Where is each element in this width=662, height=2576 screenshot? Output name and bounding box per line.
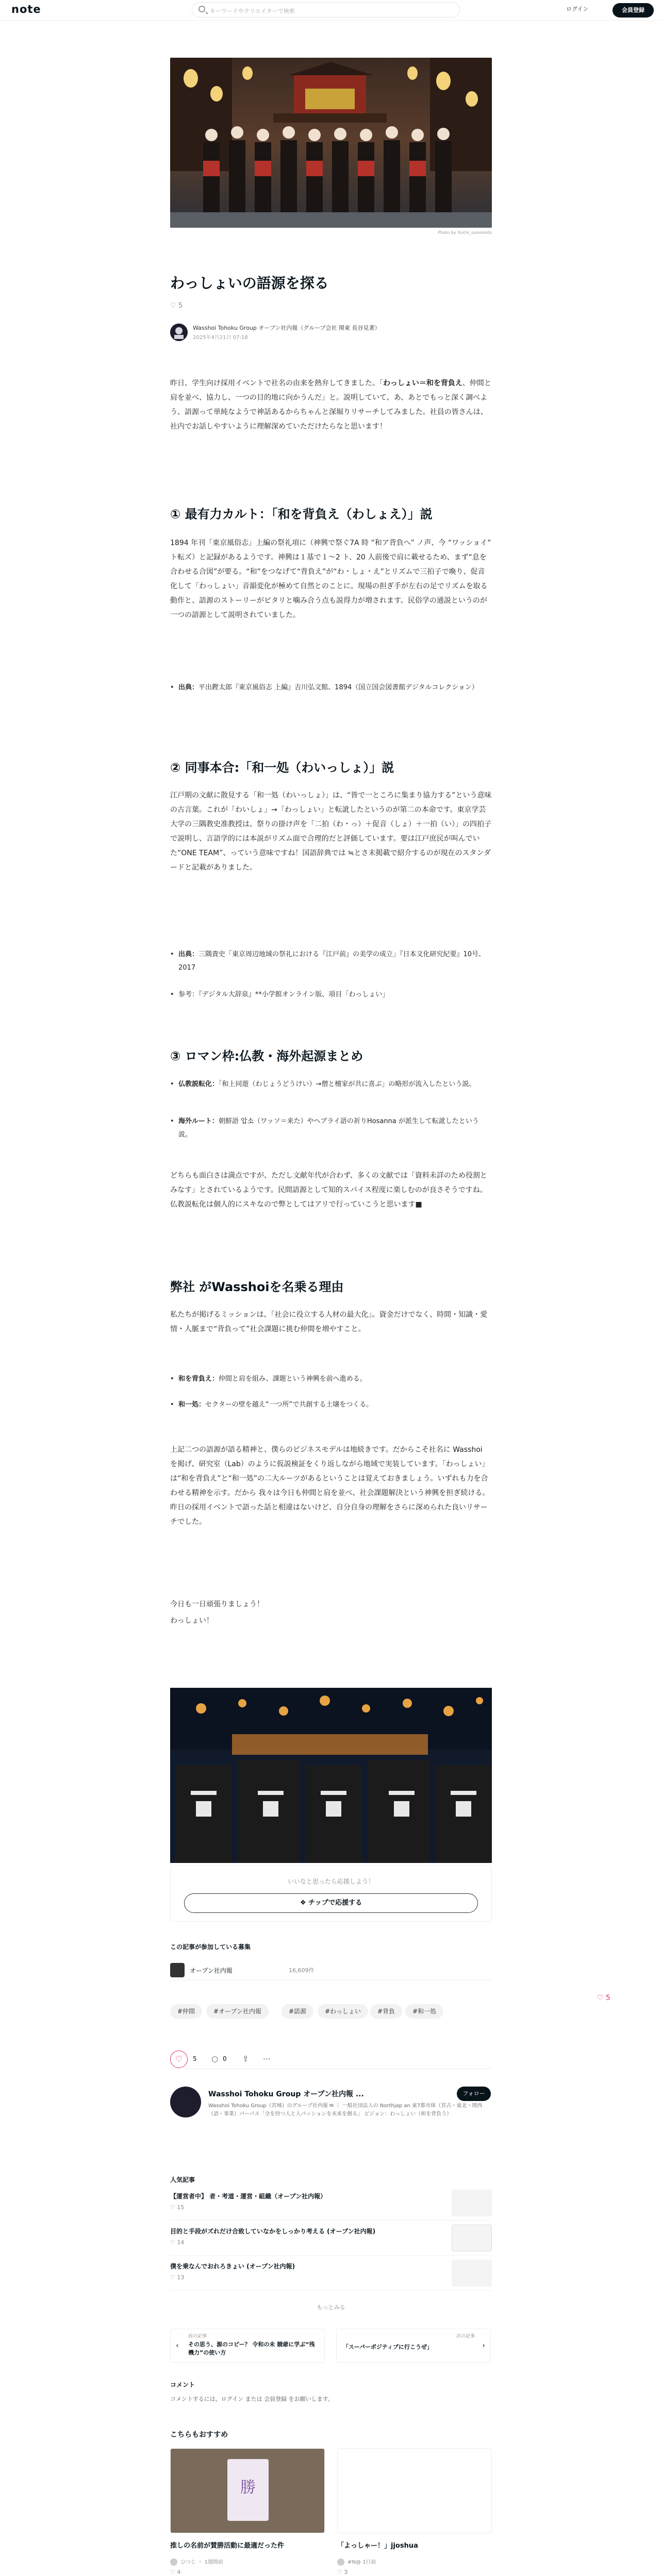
card-image: [337, 2448, 492, 2533]
heart-icon: ♡: [170, 302, 176, 310]
magazine-item[interactable]: [170, 1960, 492, 1980]
login-link[interactable]: ログイン: [566, 6, 589, 12]
list-item-title: 目的と手段がズれだけ合致していなかをしっかり考える (オープン社内報): [170, 2228, 376, 2235]
card-user: #N@ 1日前: [337, 2557, 376, 2566]
magazine-name[interactable]: オープン社内報: [190, 1967, 233, 1974]
site-header: [0, 0, 662, 21]
section-3-body: どちらも面白さは満点ですが、ただし文献年代が合わず、多くの文献では「資料未詳のため役割とみなす」とされているようです。民間語源として知的スパイス程度に楽しむのが良さそうですね。仏教説転化は個人的にスキなので弊としてはアリで行っていこうと思います■: [170, 1172, 487, 1209]
section-1-body: 1894 年刊「東京風俗志」上編の祭礼項に（神興で祭ぐ7A 時 “和ア背負へ” ノ声、今 “ワッショイ” ト転ズ）と記録があるようです。神興は１基で１〜2 ト、20 人前後で肩に載せるため、まず“息を合わせる合図”が要る。“和”をつなげて“背負え”が“わ・しょ・え”とリズムで三拍子で喚り、促音化して「わっしょい」音韻変化が極めて自然とのことに。現場の担ぎ手が左右の足でリズムを取る動作と、語源のストーリーがピタリと噛み合う点も説得力が増されます。民俗学の通説というのが一つの語源として説明されていました。: [170, 539, 491, 619]
article-title: わっしょいの語源を探る: [170, 275, 329, 292]
list-item-likes: ♡ 14: [170, 2239, 185, 2246]
side-like-count: 5: [606, 1994, 610, 2002]
tag-item[interactable]: #語源: [282, 2004, 313, 2019]
more-link[interactable]: もっとみる: [317, 2304, 345, 2311]
section-1-title: ① 最有力カルト：「和を背負え（わしょえ）」説: [170, 507, 433, 521]
magazine-count: 16,609件: [289, 1967, 315, 1974]
creator-name[interactable]: Wasshoi Tohoku Group オープン社内報 ...: [208, 2090, 364, 2098]
section-3-title: ③ ロマン枠:仏教・海外起源まとめ: [170, 1049, 363, 1063]
comment-title: コメント: [170, 2381, 195, 2388]
creator-description: Wasshoi Tohoku Group（宮城）のグループ社内報 ✉ ｜ 一般社団法人の Northjap an 東7都市体（宮古・東北・関西 （語・事業）パーパス「全を持つ人と人パッションを未来を創る」 ビジョン：わっしょい（和を背負う）: [208, 2103, 483, 2117]
list-item[interactable]: [170, 2260, 492, 2291]
comment-count: 0: [223, 2055, 227, 2062]
section-3-bullet-2: • 海外ルート：朝鮮語 압소（ワッソ＝来た）やヘブライ語の祈りHosanna が派生して転訛したという説。: [178, 1115, 488, 1142]
like-button[interactable]: ♡: [170, 2050, 188, 2068]
avatar[interactable]: [170, 324, 188, 341]
prev-title: その思う、源のコピー？ 令和の未 競爺に学ぶ“残機力”の使い方: [188, 2341, 315, 2356]
tag-item[interactable]: #オープン社内報: [206, 2004, 269, 2019]
list-item-thumb: [452, 2260, 492, 2286]
list-item-likes: ♡ 15: [170, 2204, 185, 2211]
heart-icon: ♡: [597, 1994, 604, 2002]
tip-button[interactable]: [184, 1893, 478, 1913]
tip-button-label: チップで応援する: [308, 1899, 362, 1907]
section-2-source: • 出典：三隅貴史「東京周辺地域の祭礼における『江戸前』の美学の成立」『日本文化研究紀要』10号、2017: [178, 948, 488, 975]
chevron-right-icon: ›: [482, 2342, 485, 2350]
next-title: 「スーパーポジティブに行こうぜ」: [343, 2344, 433, 2350]
list-item-title: 僕を乗なんでおれろきょい (オープン社内報): [170, 2263, 295, 2270]
search-icon: [198, 6, 205, 12]
closing-line-2: わっしょい！: [170, 1617, 213, 1625]
svg-text:勝: 勝: [240, 2479, 256, 2497]
card-image: [170, 2448, 325, 2533]
like-count[interactable]: [170, 302, 183, 310]
section-4-body: 私たちが掲げるミッションは、「社会に役立する人材の最大化」。資金だけでなく、時間・知識・愛情・人脈まで“背負って”社会課題に挑む仲間を増やすこと。: [170, 1311, 488, 1333]
share-icon[interactable]: ⇪: [242, 2054, 249, 2063]
chevron-left-icon: ‹: [176, 2342, 179, 2350]
photo-credit[interactable]: Photo by Yuichi_sumimoto: [438, 230, 492, 235]
follow-button[interactable]: フォロー: [457, 2087, 491, 2101]
card-likes: ♡ 3: [337, 2569, 348, 2575]
section-1-source: • 出典：平出鏗太郎『東京風俗志 上編』吉川弘文館、1894（国立国会図書館デジタルコレクション）: [178, 681, 488, 694]
popular-title: 人気記事: [170, 2176, 195, 2183]
next-article[interactable]: [336, 2329, 491, 2363]
list-item-thumb: [452, 2225, 492, 2251]
magazine-label: この記事が参加している募集: [170, 1943, 251, 1951]
card-likes: ♡ 4: [170, 2569, 181, 2575]
closing-line-1: 今日も一日頑張りましょう！: [170, 1600, 264, 1608]
section-4-bullet-1: • 和を背負え：仲間と肩を組み、課題という神興を前へ進める。: [178, 1372, 488, 1386]
next-label: 次の記事: [456, 2334, 475, 2339]
section-3-bullet-1: • 仏教説転化：「和上同遊（わじょうどうけい）→僧と檀家が共に喜ぶ」の略形が流入したという説。: [178, 1078, 488, 1091]
section-4-title: 弊社 がWasshoiを名乗る理由: [170, 1280, 344, 1294]
card-title: 「よっしゃー！」jjoshua: [337, 2542, 418, 2550]
section-4-body-2: 上記二つの語源が語る精神と、僕らのビジネスモデルは地続きです。だからこそ社名に Wasshoi を掲げ、研究室（Lab）のように仮説検証をくり返しながら地域で実装しています。「わっしょい」は“和を背負え”と“和一処”の二大ルーツがあるということは覚えておきましょう。いずれも力を合わせる精神を示す。だから 我々は今日も仲間と肩を並べ、社会課題解決という神興を担ぎ続ける。昨日の採用イベントで語った話と相違はないけど、自分自身の理解をさらに深められた良いリサーチでした。: [170, 1446, 490, 1526]
card-title: 推しの名前が賛勝活動に最適だった件: [170, 2542, 285, 2550]
intro-paragraph: 昨日、学生向け採用イベントで社名の由来を熱弁してきました。「わっしょい＝和を背負え、仲間と肩を並べ、協力し、一つの目的地に向かうんだ」と。説明していて、あ、あとでもっと深く調べよう、語源って単純なようで神話あるからちゃんと深堀りリサーチしてみました。社員の皆さんは、社内でお話しやすいように理解深めていただけたらなと思います！: [170, 379, 491, 431]
section-2-title: ② 同事本合:「和一処（わいっしょ）」説: [170, 760, 394, 775]
list-item-title: 【運営者中】 者・考道・運営・組織（オープン社内報）: [170, 2193, 327, 2200]
signup-button[interactable]: 会員登録: [613, 3, 654, 18]
prev-label: 前の記事: [188, 2334, 207, 2339]
like-count-value: 5: [178, 302, 183, 310]
search-placeholder: キーワードやクリエイターで検索: [210, 8, 295, 14]
section-2-body: 江戸期の文献に散見する「和一処（わいっしょ）」は、“皆で一ところに集まり協力する”という意味の古言葉。これが「わいしょ」→「わっしょい」と転訛したというのが第二の本命です。東京学芸大学の三隅教史准教授は、祭りの掛け声を「二拍（わ・っ）＋促音（しょ）＋一拍（い）」の四拍子で説明し、言語学的には本説がリズム面で合理的だと評価しています。要は江戸庶民が叫んでいた“ONE TEAM”、っていう意味ですね！国語辞典では ≒とさ未掲載で紹介するのが現在のスタンダードと記載がありました。: [170, 791, 492, 872]
gift-icon: ❖: [300, 1899, 309, 1907]
note-logo[interactable]: note: [11, 3, 41, 15]
tag-item[interactable]: #和一処: [405, 2004, 443, 2019]
hero-image: [170, 58, 492, 228]
tag-item[interactable]: #仲間: [170, 2004, 202, 2019]
recommend-title: こちらもおすすめ: [170, 2431, 228, 2439]
festival-photo: [170, 1688, 492, 1863]
reaction-bar: [170, 2050, 492, 2069]
creator-card: [170, 2087, 492, 2143]
list-item[interactable]: [170, 2190, 492, 2221]
author-name[interactable]: Wasshoi Tohoku Group オープン社内報（グループ会社 関東 長谷見著）: [193, 325, 380, 331]
more-icon[interactable]: ⋯: [263, 2054, 271, 2063]
card-user: ひつじ ・ 1週間前: [170, 2557, 223, 2566]
tag-list: [170, 2004, 492, 2020]
prev-article[interactable]: [170, 2329, 325, 2363]
tip-box: [170, 1865, 492, 1922]
comment-login-text[interactable]: コメントするには、ログイン または 会員登録 をお願いします。: [170, 2396, 334, 2402]
list-item-likes: ♡ 13: [170, 2274, 185, 2281]
creator-avatar[interactable]: [170, 2087, 201, 2117]
author-block[interactable]: [170, 323, 492, 343]
article-pager: [170, 2329, 492, 2366]
magazine-thumb: [170, 1963, 185, 1977]
publish-date: 2025年4月21日 07:18: [193, 335, 248, 341]
section-4-bullet-2: • 和一処：セクターの壁を越え“一つ所”で共創する土壌をつくる。: [178, 1398, 488, 1412]
tag-item[interactable]: #背負: [370, 2004, 402, 2019]
search-input[interactable]: [192, 2, 460, 18]
like-count-bottom: 5: [193, 2055, 197, 2062]
tag-item[interactable]: #わっしょい: [318, 2004, 368, 2019]
section-2-reference: • 参考：『デジタル大辞泉』**小学館オンライン版、項目「わっしょい」: [178, 988, 488, 1002]
list-item[interactable]: [170, 2225, 492, 2256]
side-like-button[interactable]: [597, 1994, 610, 2002]
tip-label: いいなと思ったら応援しよう！: [287, 1878, 374, 1885]
comment-icon[interactable]: ○: [211, 2054, 219, 2063]
list-item-thumb: [452, 2190, 492, 2216]
